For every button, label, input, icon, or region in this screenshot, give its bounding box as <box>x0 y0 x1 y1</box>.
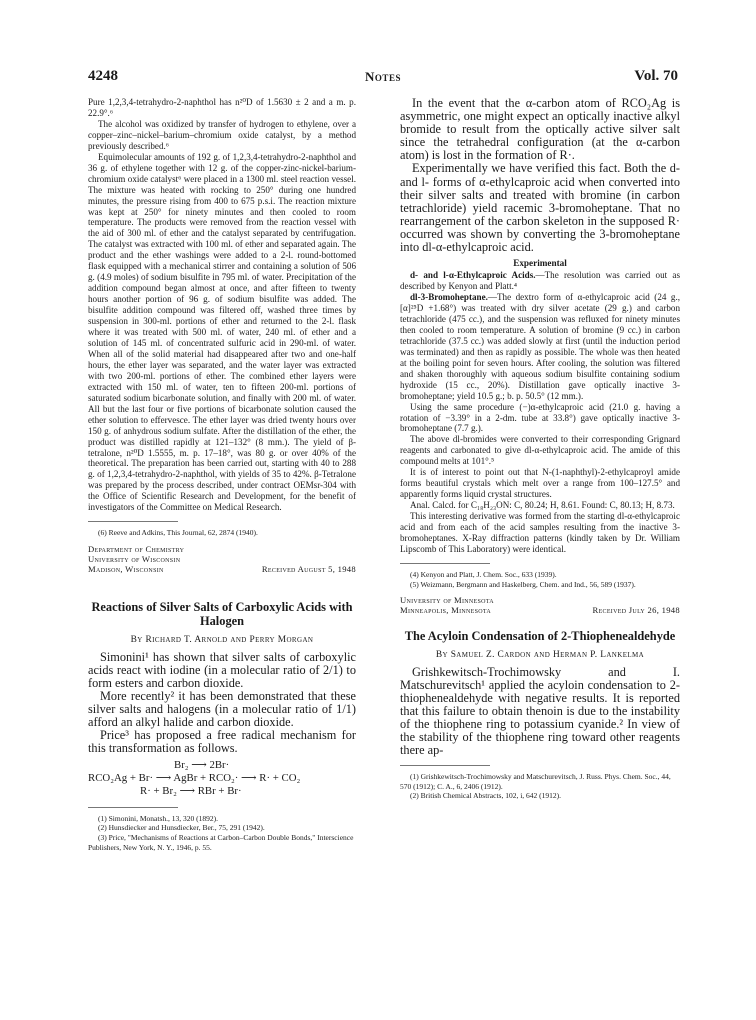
page-header <box>88 68 678 88</box>
paragraph: Simonini¹ has shown that silver salts of carboxylic acids react with iodine (in a molecular ratio of 2/1) to form esters and carbon dioxide. <box>88 649 356 690</box>
equation: Br₂ ⟶ 2Br· <box>174 758 230 771</box>
paragraph: Grishkewitsch-Trochimowsky and I. Matschurevitsch¹ applied the acyloin condensation to 2-thiophenealdehyde with negative results. It is reported that this failure to obtain thenoin is due to the instability of the thiophene ring to potassium cyanide.² In view of the stability of the thiophene ring toward other reagents there ap- <box>400 664 680 758</box>
received-date: Received August 5, 1948 <box>261 563 356 574</box>
section-title: Notes <box>365 69 401 84</box>
received-date: Received July 26, 1948 <box>592 605 680 616</box>
paragraph: It is of interest to point out that N-(1-naphthyl)-2-ethylcaproyl amide forms beautiful crystals which melt over a range from 100–127.5° and apparently forms liquid crystal structures. <box>400 467 680 500</box>
right-column <box>400 97 680 801</box>
footnote: (4) Kenyon and Platt, J. Chem. Soc., 633 (1939). <box>410 569 557 579</box>
footnote: (1) Simonini, Monatsh., 13, 320 (1892). <box>98 813 218 823</box>
affiliation-line: Department of Chemistry <box>88 543 185 554</box>
page-number: 4248 <box>88 68 118 84</box>
affiliation <box>400 595 680 615</box>
paragraph: Price³ has proposed a free radical mechanism for this transformation as follows. <box>88 728 356 756</box>
equation: RCO₂Ag + Br· ⟶ AgBr + RCO₂· ⟶ R· + CO₂ <box>88 771 301 784</box>
footnote-rule <box>400 563 490 564</box>
footnote: (6) Reeve and Adkins, This Journal, 62, 2874 (1940). <box>98 528 258 538</box>
footnote: (1) Grishkewitsch-Trochimowsky and Matschurevitsch, J. Russ. Phys. Chem. Soc., 44, 570 (1912); C. A., 6, 2406 (1912). <box>400 772 671 791</box>
section-heading: Experimental <box>513 258 567 269</box>
affiliation-line: University of Minnesota <box>400 595 494 606</box>
affiliation-line: Minneapolis, Minnesota <box>400 605 492 616</box>
footnote-rule <box>88 807 178 808</box>
paragraph: More recently² it has been demonstrated that these silver salts and halogens (in a molecular ratio of 1/1) afford an alkyl halide and carbon dioxide. <box>88 689 356 730</box>
affiliation-line: Madison, Wisconsin <box>88 563 164 574</box>
affiliation-line: University of Wisconsin <box>88 553 181 564</box>
run-in-heading: d- and l-α-Ethylcaproic Acids. <box>410 270 536 281</box>
paragraph: The alcohol was oxidized by transfer of hydrogen to ethylene, over a copper–zinc–nickel–barium–chromium oxide catalyst, by a method previously described.⁶ <box>88 118 356 151</box>
article-authors: By Samuel Z. Cardon and Herman P. Lankelma <box>435 649 645 660</box>
paragraph: Equimolecular amounts of 192 g. of 1,2,3,4-tetrahydro-2-naphthol and 36 g. of ethylene together with 12 g. of the copper-zinc-nickel-barium-chromium oxide catalyst⁶ were placed in a 1300 ml. steel reaction vessel. The mixture was heated with rocking to 250° during one hundred minutes, the pressure rising from 400 to 675 p.s.i. The reaction mixture was kept at 250° for ninety minutes and then cooled to room temperature. The products were removed from the reaction vessel with the aid of 300 ml. of ether and the catalyst separated by centrifugation. The catalyst was extracted with 100 ml. of ether and separated again. The product and the ether washings were added to a 2-l. round-bottomed flask equipped with a mechanical stirrer and containing a solution of 506 g. (4.9 moles) of sodium bisulfite in 795 ml. of water. Precipitation of the addition compound began almost at once, and after fifteen to twenty hours another portion of 96 g. of sodium bisulfite was added. The bisulfite addition compound was filtered off, washed three times by suspension in 300-ml. portions of ether and returned to the 2-l. flask where it was treated with 500 ml. of water, 240 ml. of ether and a solution of 145 ml. of concentrated sulfuric acid in 290-ml. of water. When all of the solid material had disappeared after two and one-half hours, the ether layer was separated, and the water layer was extracted with two 200-ml. portions of ether. The combined ether layers were extracted with 150 ml. of water, ten to fifteen 200-ml. portions of saturated sodium bicarbonate solution, and finally with 200 ml. of water. All but the last four or five portions of bicarbonate solution caused the ether solution to effervesce. The ether layer was dried twenty hours over 150 g. of anhydrous sodium sulfate. After the distillation of the ether, the product was distilled rapidly at 121–132° (8 mm.). The yield of β-tetralone, n²⁰D 1.5555, m. p. 17–18°, was 80 g. or over 40% of the theoretical. The preparation has been carried out, starting with 40 to 288 g. of 1,2,3,4-tetrahydro-2-naphthol, with yields of 35 to 42%. β-Tetralone was prepared by the process described, under contract OEMsr-304 with the Office of Scientific Research and Development, for the benefit of investigators of the Committee on Medical Research. <box>88 151 356 513</box>
footnote: (2) Hunsdiecker and Hunsdiecker, Ber., 75, 291 (1942). <box>98 823 265 833</box>
reaction-scheme <box>88 759 356 799</box>
article-title: Reactions of Silver Salts of Carboxylic Acids with Halogen <box>91 599 353 629</box>
paragraph-text: —The resolution was carried out as described by Kenyon and Platt.⁴ <box>400 270 680 292</box>
analysis-line: Anal. Calcd. for C₁₈H₂₃ON: C, 80.24; H, 8.61. Found: C, 80.13; H, 8.73. <box>410 500 675 511</box>
paragraph: Using the same procedure (−)α-ethylcaproic acid (21.0 g. having a rotation of −3.39° in a 2-dm. tube at 33.8°) gave optically inactive 3-bromoheptane (7.7 g.). <box>400 401 680 434</box>
equation: R· + Br₂ ⟶ RBr + Br· <box>140 785 242 798</box>
article-title: The Acyloin Condensation of 2-Thiophenealdehyde <box>404 629 676 644</box>
article-authors: By Richard T. Arnold and Perry Morgan <box>130 634 314 645</box>
footnote: (3) Price, "Mechanisms of Reactions at Carbon–Carbon Double Bonds," Interscience Publishers, New York, N. Y., 1946, p. 55. <box>88 832 354 852</box>
footnote-rule <box>88 521 178 522</box>
left-column <box>88 97 356 852</box>
footnote: (2) British Chemical Abstracts, 102, i, 642 (1912). <box>410 791 562 801</box>
paragraph: Pure 1,2,3,4-tetrahydro-2-naphthol has n²⁰D of 1.5630 ± 2 and a m. p. 22.9°.⁶ <box>88 97 356 118</box>
paragraph: In the event that the α-carbon atom of RCO₂Ag is asymmetric, one might expect an optically inactive alkyl bromide to result from the optically active silver salt since the tetrahedral configuration (at the α-carbon atom) is lost in the formation of R·. <box>400 96 680 163</box>
footnote-rule <box>400 765 490 766</box>
paragraph: Experimentally we have verified this fact. Both the d- and l- forms of α-ethylcaproic acid when converted into their silver salts and treated with bromine (in carbon tetrachloride) yield racemic 3-bromoheptane. That no rearrangement of the carbon skeleton in the supposed R· occurred was shown by converting the 3-bromoheptane into dl-α-ethylcaproic acid. <box>400 161 680 255</box>
paragraph <box>400 270 680 292</box>
footnote: (5) Weizmann, Bergmann and Haskelberg, Chem. and Ind., 56, 589 (1937). <box>410 579 636 589</box>
volume-number: Vol. 70 <box>634 68 678 84</box>
paragraph: This interesting derivative was formed from the starting dl-α-ethylcaproic acid and from each of the acid samples resulting from the inactive 3-bromoheptanes. X-Ray diffraction patterns (kindly taken by Dr. William Lipscomb of This Laboratory) were identical. <box>400 511 680 554</box>
paragraph <box>400 292 680 402</box>
run-in-heading: dl-3-Bromoheptane. <box>410 292 488 303</box>
paragraph: The above dl-bromides were converted to their corresponding Grignard reagents and carbonated to give dl-α-ethylcaproic acid. The amide of this compound melts at 101°.⁵ <box>400 434 680 467</box>
affiliation <box>88 544 356 574</box>
paragraph-text: —The dextro form of α-ethylcaproic acid (24 g., [α]²⁵D +1.68°) was treated with dry silver acetate (29 g.) and carbon tetrachloride (475 cc.), and the suspension was refluxed for ninety minutes then cooled to room temperature. A solution of bromine (9 cc.) in carbon tetrachloride (37.5 cc.) was added slowly at first (until the induction period was terminated) and then as rapidly as possible. The whole was then heated at the boiling point for seven hours. After cooling, the solution was filtered and shaken thoroughly with aqueous sodium bisulfite containing sodium hydroxide (15 cc., 20%). Distillation gave optically inactive 3-bromoheptane; yield 10.5 g.; b. p. 50.5° (12 mm.). <box>400 292 680 401</box>
